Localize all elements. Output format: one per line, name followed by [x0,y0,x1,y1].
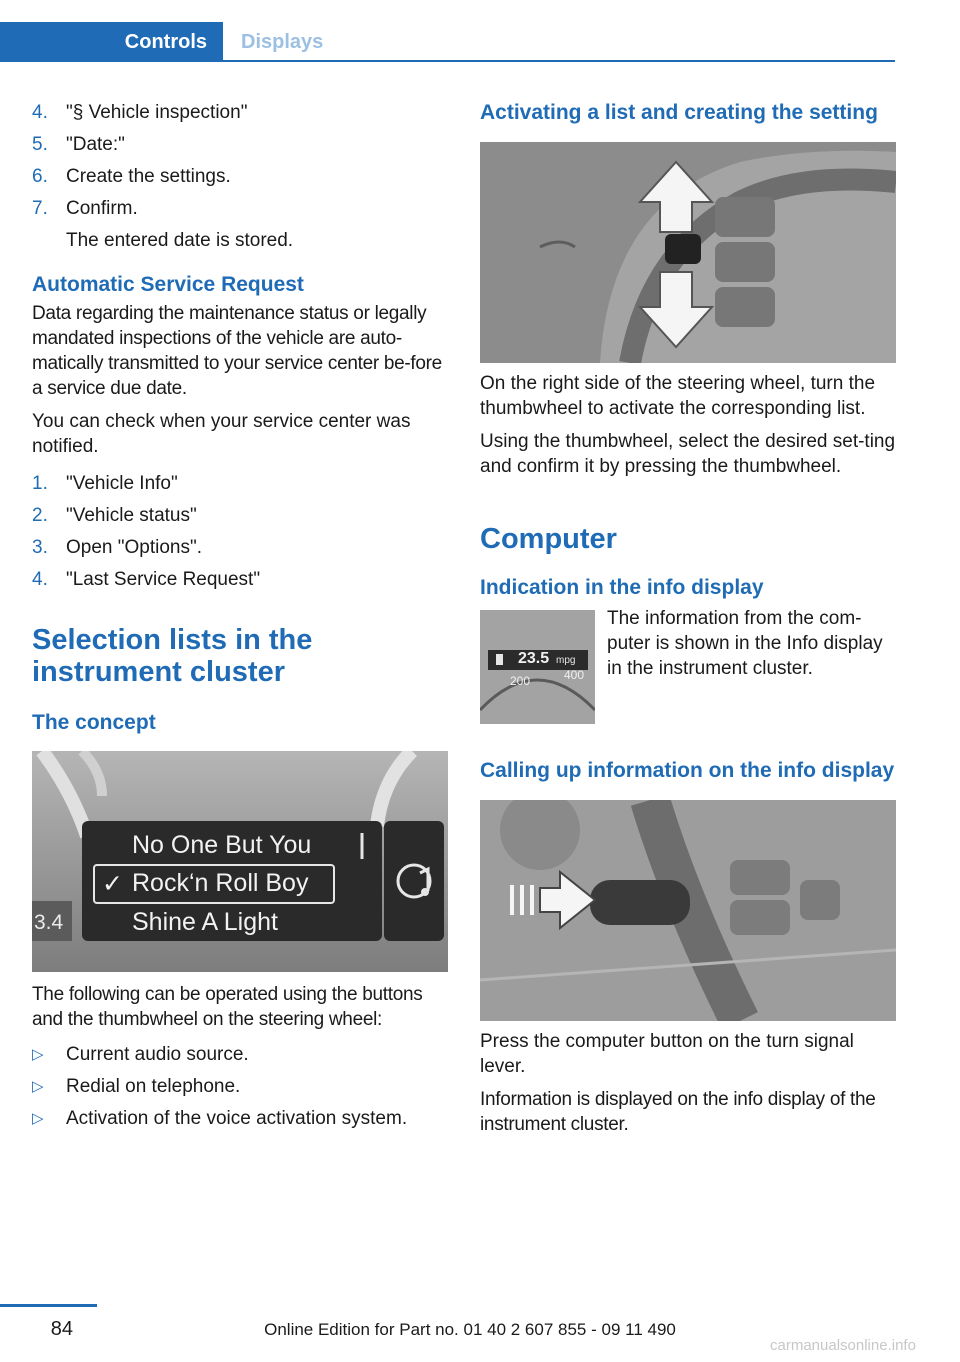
callup-heading: Calling up information on the info display [480,759,895,782]
callup-paragraph-2: Information is displayed on the info display of the instrument cluster. [480,1089,876,1135]
list-item: 6. Create the settings. [32,166,231,187]
activate-paragraph: On the right side of the steering wheel, turn the thumbwheel to activate the corresponding list. [480,373,876,419]
list-item: 4. "§ Vehicle inspection" [32,102,248,123]
thumbwheel-graphic [480,142,896,363]
tab-controls[interactable]: Controls [0,22,223,62]
page-number: 84 [50,1318,73,1340]
steps-list-b [32,471,448,592]
right-column [480,100,896,1137]
footer-rule [0,1304,97,1307]
cluster-item: Shine A Light [132,908,278,936]
bullet-triangle-icon: ▷ [32,1046,44,1063]
activate-paragraph-2: Using the thumbwheel, select the desired set‐ting and confirm it by pressing the thumbwheel. [480,431,896,477]
asr-heading: Automatic Service Request [32,273,304,296]
instrument-cluster-image [32,751,448,972]
asr-paragraph-2: You can check when your service center was notified. [32,411,411,457]
cluster-item: No One But You [132,831,312,859]
bullet-triangle-icon: ▷ [32,1110,44,1127]
info-unit: mpg [556,655,576,666]
indication-paragraph: The information from the com‐puter is shown in the Info display in the instrument cluster. [607,608,883,679]
concept-paragraph: The following can be operated using the buttons and the thumbwheel on the steering wheel: [32,984,423,1030]
cluster-side-number: 3.4 [34,911,64,934]
info-tick-400: 400 [564,668,585,682]
left-column [32,100,448,1138]
list-item: ▷ Current audio source. [32,1044,249,1065]
indication-heading: Indication in the info display [480,576,764,599]
cluster-item-selected: Rock‘n Roll Boy [132,869,309,897]
concept-bullets [32,1042,448,1131]
indication-block [480,606,896,724]
list-item: 1. "Vehicle Info" [32,473,178,494]
info-display-image [480,610,595,724]
steering-wheel-thumbwheel-image [480,142,896,363]
list-item: 3. Open "Options". [32,537,203,558]
steps-list-a [32,100,448,253]
list-item-note: The entered date is stored. [66,230,294,251]
header-rule [0,60,895,62]
list-item: ▷ Activation of the voice activation system. [32,1108,408,1129]
list-item: ▷ Redial on telephone. [32,1076,241,1097]
cluster-selected-marker: ✓ [102,870,123,898]
tab-displays[interactable]: Displays [241,30,324,53]
list-item: 4. "Last Service Request" [32,569,261,590]
asr-paragraph: Data regarding the maintenance status or legally mandated inspections of the vehicle are auto‐matically transmitted to your service center be‐fore a service due date. [32,303,442,399]
computer-heading: Computer [480,523,617,555]
info-tick-200: 200 [510,674,531,688]
turn-signal-lever-image [480,800,896,1021]
lever-graphic [480,800,896,1021]
watermark: carmanualsonline.info [770,1337,916,1354]
list-item: 2. "Vehicle status" [32,505,197,526]
bullet-triangle-icon: ▷ [32,1078,44,1095]
list-item: 5. "Date:" [32,134,125,155]
info-value: 23.5 [518,650,550,667]
header-bar [0,22,895,62]
list-item: 7. Confirm. The entered date is stored. [32,196,448,253]
concept-heading: The concept [32,711,156,734]
cluster-graphic [32,751,448,972]
callup-paragraph: Press the computer button on the turn signal lever. [480,1031,854,1077]
section-heading: Selection lists in the instrument cluster [32,624,313,688]
edition-footer: Online Edition for Part no. 01 40 2 607 855 - 09 11 490 [264,1320,676,1339]
activate-heading: Activating a list and creating the setting [480,101,878,124]
